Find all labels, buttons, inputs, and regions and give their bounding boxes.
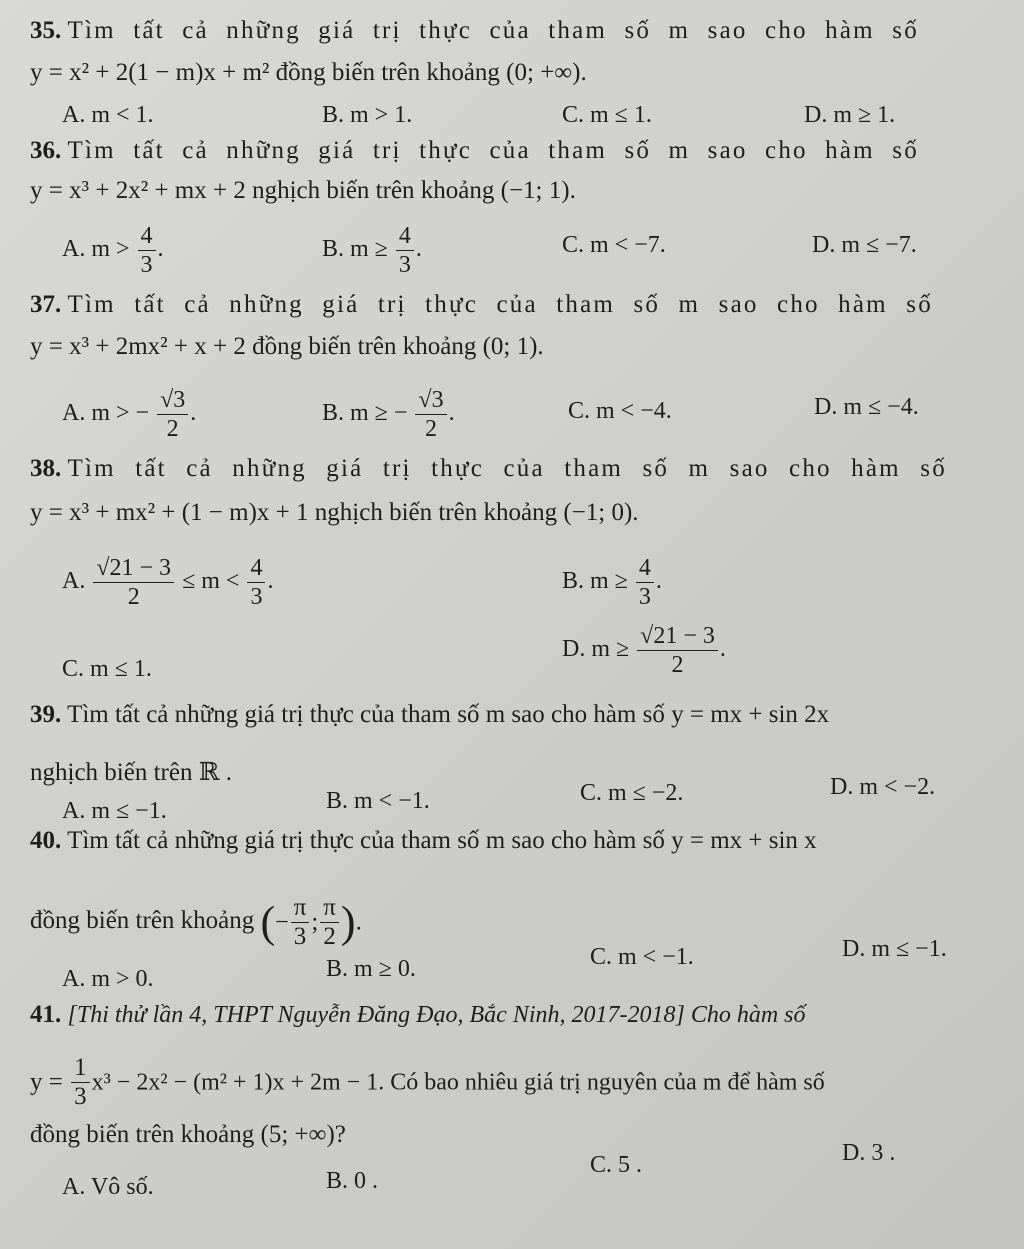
question-38-line-1: [30, 454, 947, 484]
question-stem: Tìm tất cả những giá trị thực của tham số m sao cho hàm số: [67, 455, 947, 482]
question-number: 36.: [30, 137, 62, 164]
option-a[interactable]: A. $\frac{√21 - 3}{2}$ ≤ m < $\frac{4}{3}$ .: [62, 555, 274, 610]
option-b[interactable]: B. m ≥ $\frac{4}{3}$ .: [562, 555, 662, 610]
question-40-line-2: đồng biến trên khoảng (− $\frac{\pi}{3}$ ; $\frac{\pi}{2}$ ).: [30, 894, 362, 950]
option-d[interactable]: D. m ≥ $\frac{√21 - 3}{2}$ .: [562, 623, 726, 678]
denominator: 3: [74, 1083, 87, 1110]
option-c[interactable]: C. m ≤ 1.: [62, 656, 152, 682]
option-c[interactable]: C. m < −1.: [590, 944, 694, 970]
fraction: [71, 1054, 90, 1111]
option-a[interactable]: A. Vô số.: [62, 1174, 154, 1200]
option-b[interactable]: B. 0 .: [326, 1168, 379, 1194]
inequality: ≤ m <: [182, 568, 240, 595]
option-c[interactable]: C. m < −7.: [562, 232, 666, 258]
question-stem: Tìm tất cả những giá trị thực của tham số m sao cho hàm số: [67, 137, 919, 164]
option-label: A.: [62, 568, 86, 595]
numerator: √3: [415, 386, 446, 415]
option-c[interactable]: C. m ≤ −2.: [580, 780, 684, 806]
option-label: B. m ≥ −: [322, 400, 408, 427]
question-number: 38.: [30, 455, 62, 482]
option-label: B. m ≥: [322, 236, 388, 263]
option-b[interactable]: B. m ≥ 0.: [326, 956, 416, 982]
question-39-line-1: [30, 700, 829, 730]
fraction: [157, 386, 188, 443]
numerator: √21 − 3: [93, 554, 174, 583]
denominator: 2: [127, 584, 140, 610]
numerator: π: [291, 894, 310, 923]
numerator: 4: [247, 554, 265, 583]
option-d[interactable]: D. m ≤ −4.: [814, 394, 919, 420]
option-b[interactable]: B. m ≥ − $\frac{√3}{2}$ .: [322, 387, 455, 442]
numerator: √21 − 3: [637, 622, 718, 651]
paren: (: [260, 897, 276, 947]
question-number: 41.: [30, 1001, 62, 1028]
denominator: 3: [140, 252, 153, 278]
denominator: 2: [424, 416, 437, 442]
numerator: 4: [138, 222, 156, 251]
option-a[interactable]: A. m < 1.: [62, 102, 154, 128]
option-d[interactable]: D. m ≤ −1.: [842, 936, 947, 962]
fraction: [396, 222, 414, 279]
numerator: 4: [636, 554, 654, 583]
function-lhs: y =: [30, 1068, 63, 1096]
option-d[interactable]: D. m ≤ −7.: [812, 232, 917, 258]
option-label: D. m ≥: [562, 636, 630, 663]
question-35-line-2: y = x² + 2(1 − m)x + m² đồng biến trên khoảng (0; +∞).: [30, 59, 587, 86]
option-d[interactable]: D. 3 .: [842, 1140, 896, 1166]
numerator: 4: [396, 222, 414, 251]
option-c[interactable]: C. 5 .: [590, 1152, 643, 1178]
fraction: [291, 894, 310, 951]
question-stem: đồng biến trên khoảng: [30, 907, 255, 935]
question-number: 35.: [30, 17, 62, 44]
option-a[interactable]: A. m ≤ −1.: [62, 798, 167, 824]
option-label: B. m ≥: [562, 568, 628, 595]
option-label: A. m > −: [62, 400, 150, 427]
denominator: 3: [638, 584, 651, 610]
numerator: π: [320, 894, 339, 923]
option-b[interactable]: B. m ≥ $\frac{4}{3}$ .: [322, 223, 422, 278]
fraction: [93, 554, 174, 611]
question-37-line-1: [30, 290, 933, 320]
option-b[interactable]: B. m > 1.: [322, 102, 413, 128]
fraction: [636, 554, 654, 611]
denominator: 3: [250, 584, 263, 610]
numerator: √3: [157, 386, 188, 415]
option-c[interactable]: C. m < −4.: [568, 398, 672, 424]
option-c[interactable]: C. m ≤ 1.: [562, 102, 652, 128]
question-number: 37.: [30, 291, 62, 318]
numerator: 1: [71, 1054, 90, 1083]
option-d[interactable]: D. m ≥ 1.: [804, 102, 896, 128]
fraction: [247, 554, 265, 611]
option-a[interactable]: A. m > $\frac{4}{3}$ .: [62, 223, 164, 278]
question-number: 40.: [30, 827, 62, 854]
question-39-line-2: nghịch biến trên ℝ .: [30, 759, 232, 786]
fraction: [320, 894, 339, 951]
option-a[interactable]: A. m > 0.: [62, 966, 154, 992]
option-a[interactable]: A. m > − $\frac{√3}{2}$ .: [62, 387, 197, 442]
question-41-line-2: [30, 1054, 825, 1111]
question-36-line-1: [30, 136, 919, 166]
question-37-line-2: y = x³ + 2mx² + x + 2 đồng biến trên khoảng (0; 1).: [30, 333, 544, 360]
fraction: [415, 386, 446, 443]
denominator: 2: [166, 416, 179, 442]
paren: ): [340, 897, 356, 947]
question-stem: Tìm tất cả những giá trị thực của tham số m sao cho hàm số y = mx + sin x: [67, 827, 817, 854]
question-35-line-1: [30, 16, 919, 46]
question-stem: x³ − 2x² − (m² + 1)x + 2m − 1. Có bao nhiêu giá trị nguyên của m để hàm số: [91, 1069, 825, 1096]
question-stem: [Thi thử lần 4, THPT Nguyễn Đăng Đạo, Bắc Ninh, 2017-2018] Cho hàm số: [67, 1002, 806, 1028]
question-stem: Tìm tất cả những giá trị thực của tham số m sao cho hàm số: [67, 291, 933, 318]
question-36-line-2: y = x³ + 2x² + mx + 2 nghịch biến trên khoảng (−1; 1).: [30, 177, 576, 204]
option-label: A. m >: [62, 236, 130, 263]
question-38-line-2: y = x³ + mx² + (1 − m)x + 1 nghịch biến trên khoảng (−1; 0).: [30, 499, 639, 526]
option-b[interactable]: B. m < −1.: [326, 788, 430, 814]
question-stem: Tìm tất cả những giá trị thực của tham số m sao cho hàm số y = mx + sin 2x: [67, 701, 830, 728]
fraction: [637, 622, 718, 679]
question-41-line-1: [30, 1000, 806, 1030]
denominator: 2: [323, 923, 336, 950]
option-d[interactable]: D. m < −2.: [830, 774, 936, 800]
question-stem: Tìm tất cả những giá trị thực của tham số m sao cho hàm số: [67, 17, 919, 44]
denominator: 3: [293, 923, 307, 950]
denominator: 3: [398, 252, 411, 278]
question-number: 39.: [30, 701, 62, 728]
question-40-line-1: [30, 826, 817, 856]
question-41-line-3: đồng biến trên khoảng (5; +∞)?: [30, 1121, 346, 1148]
denominator: 2: [671, 652, 684, 678]
fraction: [138, 222, 156, 279]
